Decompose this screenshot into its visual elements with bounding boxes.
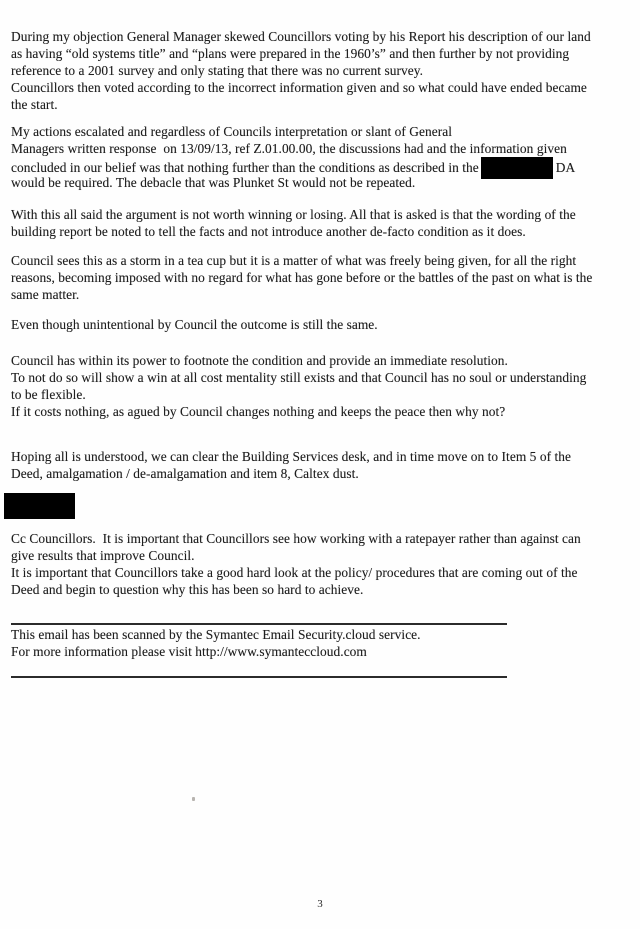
text-line: My actions escalated and regardless of Councils interpretation or slant of General <box>11 124 453 139</box>
paragraph-hoping <box>11 448 632 482</box>
email-scan-footer <box>11 626 632 660</box>
text-line: With this all said the argument is not worth winning or losing. All that is asked is that the wording of the <box>11 207 576 222</box>
redaction-box-da <box>481 157 553 179</box>
text-segment: DA <box>555 160 576 175</box>
text-line: give results that improve Council. <box>11 548 195 563</box>
scan-artifact-dot <box>192 797 195 801</box>
text-line: the start. <box>11 97 58 112</box>
paragraph-actions-escalated <box>11 123 632 191</box>
text-line: as having “old systems title” and “plans were prepared in the 1960’s” and then further by not providing <box>11 46 570 61</box>
paragraph-unintentional <box>11 316 632 333</box>
paragraph-storm-in-teacup <box>11 252 632 303</box>
text-line: Even though unintentional by Council the outcome is still the same. <box>11 317 378 332</box>
text-line: building report be noted to tell the facts and not introduce another de-facto condition as it does. <box>11 224 526 239</box>
separator-line-top <box>11 623 507 625</box>
text-line: Deed and begin to question why this has been so hard to achieve. <box>11 582 364 597</box>
text-line: Deed, amalgamation / de-amalgamation and item 8, Caltex dust. <box>11 466 359 481</box>
text-line: reasons, becoming imposed with no regard for what has gone before or the battles of the past on what is the <box>11 270 593 285</box>
text-line-with-redaction <box>11 157 632 174</box>
footer-text-line: For more information please visit http://www.symanteccloud.com <box>11 644 367 659</box>
text-line: During my objection General Manager skewed Councillors voting by his Report his description of our land <box>11 29 591 44</box>
text-line: Cc Councillors. It is important that Councillors see how working with a ratepayer rather than against can <box>11 531 581 546</box>
text-line: It is important that Councillors take a good hard look at the policy/ procedures that are coming out of the <box>11 565 578 580</box>
text-line: would be required. The debacle that was Plunket St would not be repeated. <box>11 175 416 190</box>
paragraph-cc-councillors <box>11 530 632 598</box>
redaction-box-signature <box>4 493 75 519</box>
text-line: To not do so will show a win at all cost mentality still exists and that Council has no soul or understanding <box>11 370 587 385</box>
text-line: same matter. <box>11 287 80 302</box>
text-segment: concluded in our belief was that nothing further than the conditions as described in the <box>11 160 479 175</box>
footer-text-line: This email has been scanned by the Symantec Email Security.cloud service. <box>11 627 421 642</box>
separator-line-bottom <box>11 676 507 678</box>
text-line: to be flexible. <box>11 387 86 402</box>
text-line: Council has within its power to footnote the condition and provide an immediate resolution. <box>11 353 508 368</box>
paragraph-objection <box>11 28 632 113</box>
text-line: reference to a 2001 survey and only stating that there was no current survey. <box>11 63 423 78</box>
text-line: Hoping all is understood, we can clear the Building Services desk, and in time move on to Item 5 of the <box>11 449 571 464</box>
page-number: 3 <box>317 898 323 910</box>
text-line: Councillors then voted according to the incorrect information given and so what could have ended became <box>11 80 587 95</box>
paragraph-footnote-condition <box>11 352 632 420</box>
text-line: Managers written response on 13/09/13, ref Z.01.00.00, the discussions had and the information given <box>11 141 567 156</box>
text-line: Council sees this as a storm in a tea cup but it is a matter of what was freely being given, for all the right <box>11 253 577 268</box>
paragraph-argument <box>11 206 632 240</box>
text-line: If it costs nothing, as agued by Council changes nothing and keeps the peace then why not? <box>11 404 506 419</box>
